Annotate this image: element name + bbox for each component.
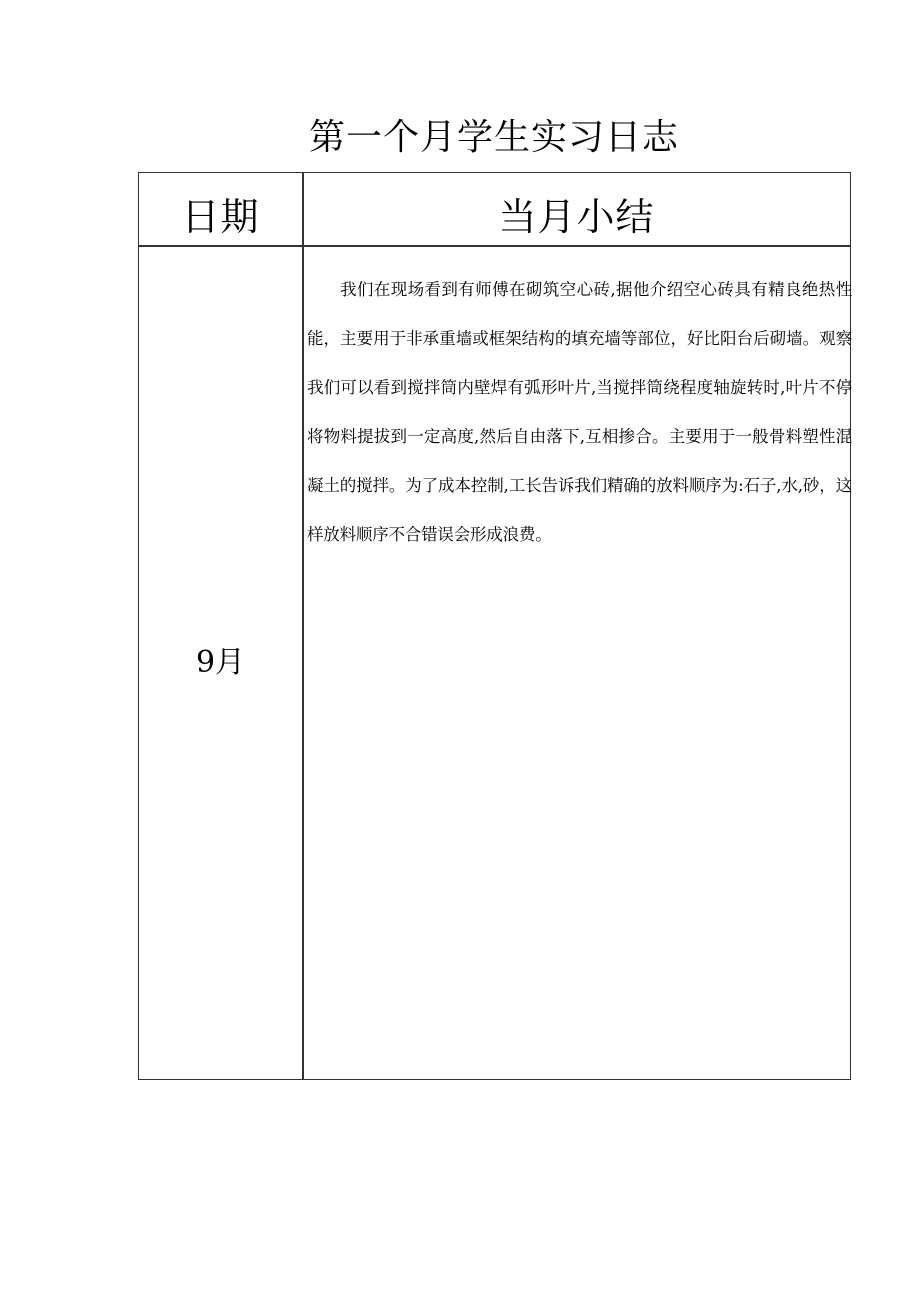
date-column-header: 日期 [181,194,260,239]
date-cell: 9月 [195,645,246,680]
internship-log-table [138,172,851,1080]
page-title: 第一个月学生实习日志 [308,117,679,158]
summary-column-header: 当月小结 [498,194,655,239]
header-divider [139,245,850,247]
monthly-summary-text: 我们在现场看到有师傅在砌筑空心砖,据他介绍空心砖具有精良绝热性能，主要用于非承重墙或框架结构的填充墙等部位，好比阳台后砌墙。观察我们可以看到搅拌筒内壁焊有弧形叶片,当搅拌筒绕程度轴旋转时,叶片不停将物料提拔到一定高度,然后自由落下,互相掺合。主要用于一般骨料塑性混凝土的搅拌。为了成本控制,工长告诉我们精确的放料顺序为:石子,水,砂，这样放料顺序不合错误会形成浪费。 [307,280,852,544]
column-divider [302,173,304,1079]
